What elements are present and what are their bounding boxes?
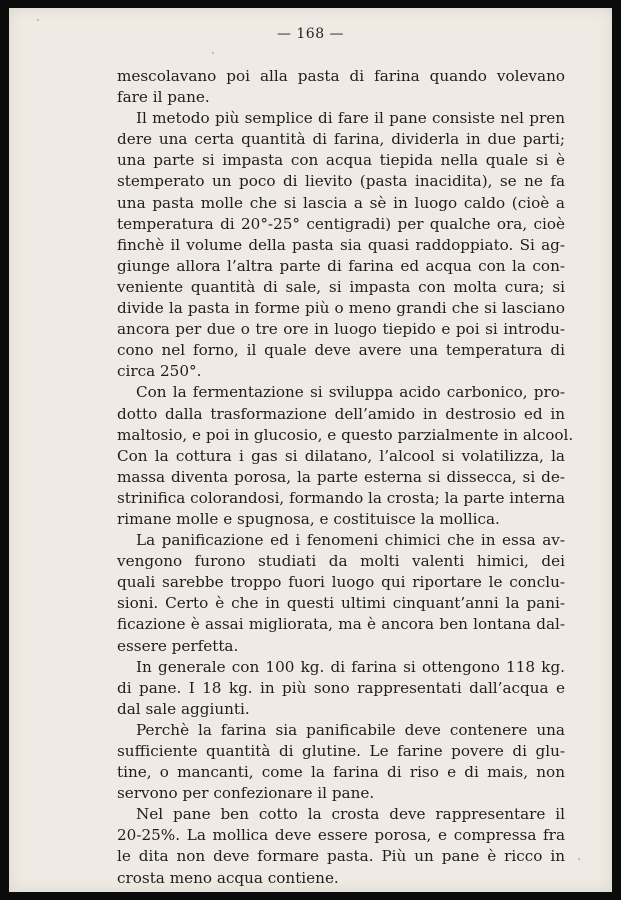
text-line: Perchè la farina sia panificabile deve contenere una (136, 720, 565, 739)
text-line: finchè il volume della pasta sia quasi raddoppiato. Si ag- (117, 235, 565, 254)
text-line: sufficiente quantità di glutine. Le farine povere di glu- (117, 742, 565, 760)
paragraph (117, 720, 565, 804)
text-line: servono per confezionare il pane. (117, 784, 375, 803)
text-line: crosta meno acqua contiene. (117, 868, 339, 887)
text-line: strinifica colorandosi, formando la crosta; la parte interna (117, 488, 566, 507)
text-line: La panificazione ed i fenomeni chimici che in essa av- (136, 531, 565, 550)
text-line: le dita non deve formare pasta. Più un pane è ricco in (117, 847, 565, 866)
text-line: In generale con 100 kg. di farina si ottengono 118 kg. (136, 657, 565, 676)
text-line: cono nel forno, il quale deve avere una temperatura di (117, 341, 565, 360)
text-line: Nel pane ben cotto la crosta deve rappresentare il (136, 805, 565, 824)
text-line: tine, o mancanti, come la farina di riso e di mais, non (117, 763, 565, 782)
text-line: vengono furono studiati da molti valenti himici, dei (117, 552, 565, 571)
paragraph (117, 530, 565, 657)
text-line: ancora per due o tre ore in luogo tiepido e poi si introdu- (117, 320, 565, 339)
text-line: 20-25%. La mollica deve essere porosa, e compressa fra (117, 826, 565, 845)
text-line: dotto dalla trasformazione dell’amido in destrosio ed in (117, 404, 565, 423)
paragraph (117, 108, 565, 382)
paragraph (117, 382, 574, 530)
text-line: quali sarebbe troppo fuori luogo qui riportare le conclu- (117, 573, 565, 592)
text-line: fare il pane. (117, 88, 210, 107)
text-line: rimane molle e spugnosa, e costituisce la mollica. (117, 509, 500, 528)
text-line: circa 250°. (117, 362, 202, 381)
text-line: Il metodo più semplice di fare il pane consiste nel pren (136, 109, 565, 128)
text-line: divide la pasta in forme più o meno grandi che si lasciano (117, 299, 565, 318)
text-line: mescolavano poi alla pasta di farina quando volevano (117, 67, 565, 85)
paragraph (117, 66, 565, 108)
paper-speck (37, 19, 39, 21)
paper-speck (578, 858, 580, 860)
text-line: giunge allora l’altra parte di farina ed acqua con la con- (117, 256, 565, 275)
text-line: essere perfetta. (117, 636, 239, 655)
text-line: di pane. I 18 kg. in più sono rappresentati dall’acqua e (117, 678, 565, 697)
paper-speck (212, 52, 214, 54)
text-line: sioni. Certo è che in questi ultimi cinquant’anni la pani- (117, 594, 565, 613)
text-line: massa diventa porosa, la parte esterna si dissecca, si de- (117, 467, 565, 486)
text-line: una pasta molle che si lascia a sè in luogo caldo (cioè a (117, 193, 565, 212)
page-number: — 168 — (276, 26, 345, 42)
text-line: Con la fermentazione si sviluppa acido carbonico, pro- (136, 383, 565, 402)
paragraph (117, 657, 565, 720)
text-line: temperatura di 20°-25° centigradi) per qualche ora, cioè (117, 214, 565, 233)
text-line: dere una certa quantità di farina, dividerla in due parti; (117, 130, 565, 149)
paragraph (117, 804, 565, 888)
text-line: maltosio, e poi in glucosio, e questo parzialmente in alcool. (117, 425, 574, 444)
text-line: veniente quantità di sale, si impasta con molta cura; si (117, 277, 565, 296)
text-line: stemperato un poco di lievito (pasta inacidita), se ne fa (117, 172, 565, 191)
body-text (117, 66, 574, 889)
text-line: una parte si impasta con acqua tiepida nella quale si è (117, 151, 565, 170)
text-line: dal sale aggiunti. (117, 699, 250, 718)
text-line: Con la cottura i gas si dilatano, l’alcool si volatilizza, la (117, 446, 565, 465)
text-line: ficazione è assai migliorata, ma è ancora ben lontana dal- (117, 615, 565, 634)
